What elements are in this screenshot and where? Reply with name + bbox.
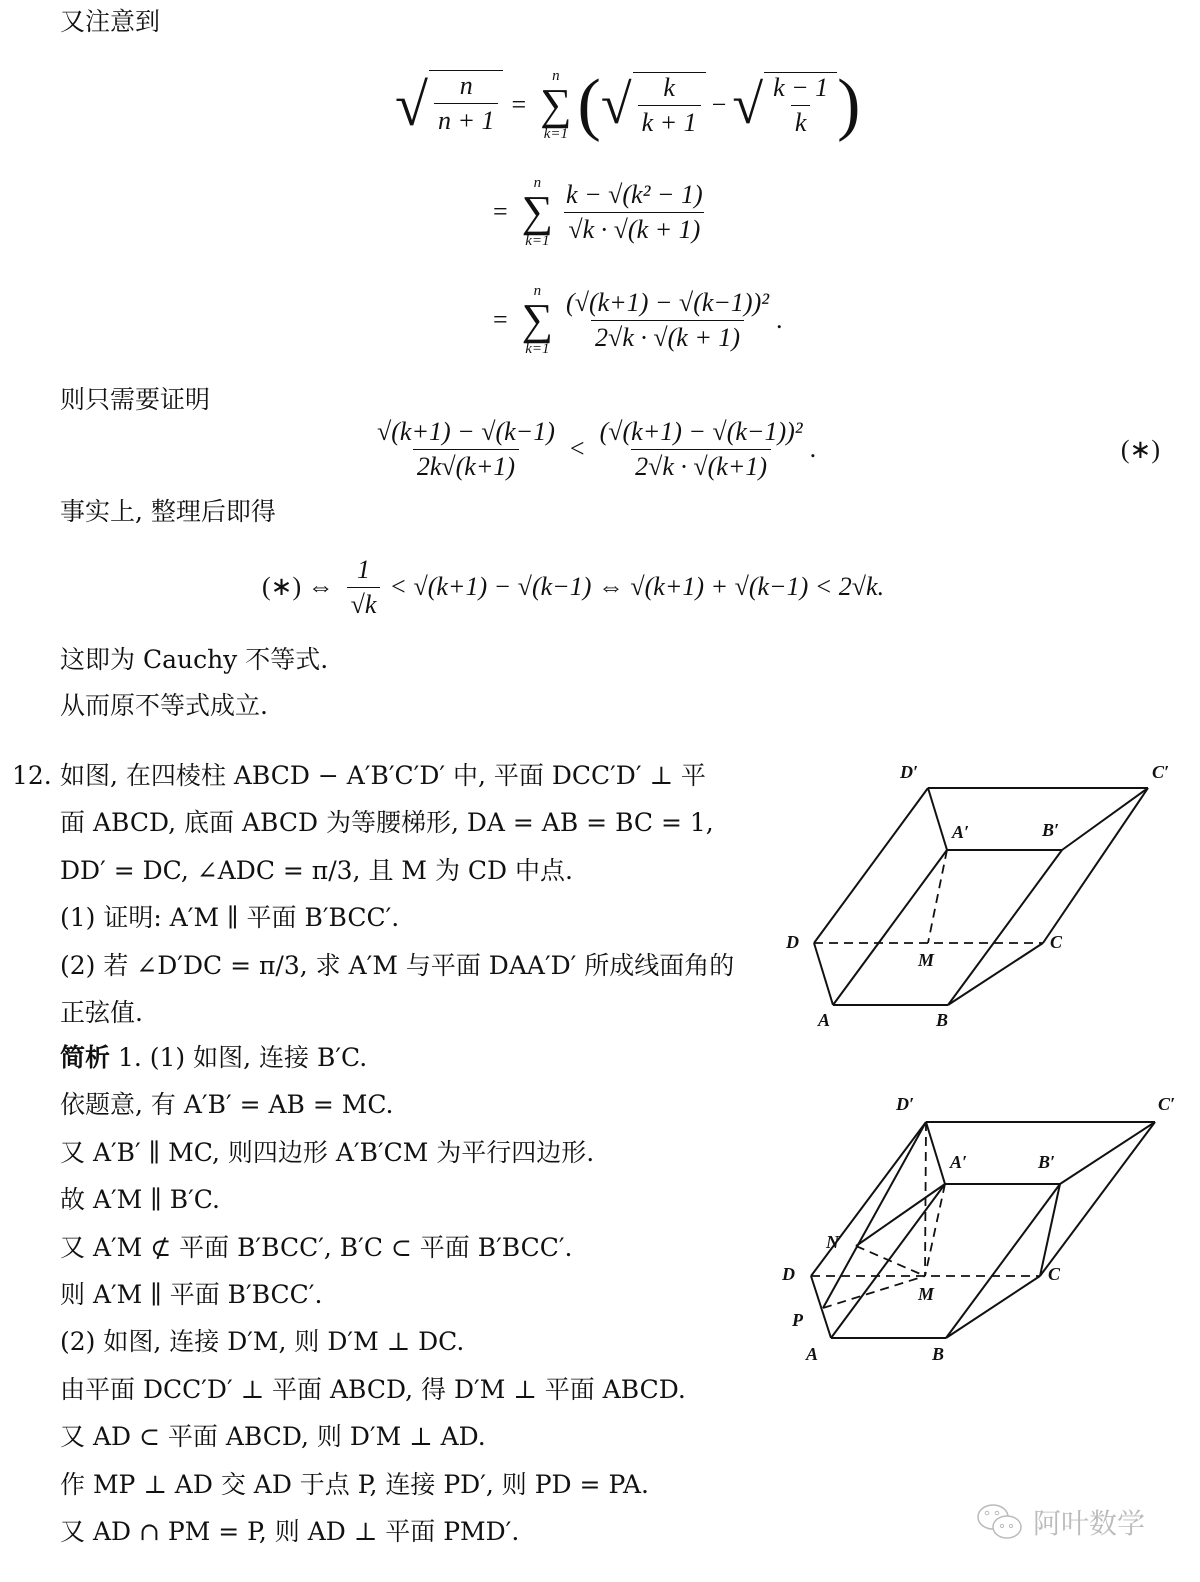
solution-first-line (60, 1042, 367, 1074)
label-D: D (786, 932, 799, 952)
prism-figure-1 (760, 750, 1200, 1030)
watermark (975, 1500, 1145, 1544)
eq3-numerator: (√(k+1) − √(k−1))² (566, 287, 770, 317)
prism-figure-2 (760, 1080, 1200, 1360)
solution-heading: 简析 (60, 1043, 111, 1072)
in-fact-line: 事实上, 整理后即得 (60, 497, 276, 526)
label-C: C (1048, 1264, 1061, 1284)
label-P: P (792, 1310, 803, 1330)
label-Dp: D′ (896, 1094, 915, 1114)
label-Cp: C′ (1152, 762, 1170, 782)
label-Bp: B′ (1042, 820, 1060, 840)
equivalence-line: (∗) ⇔ $\frac{1}{√k}$ < √(k+1) − √(k−1) ⇔ √(k+1) + √(k−1) < 2√k. (262, 554, 885, 619)
label-Ap: A′ (952, 822, 970, 842)
sqrt-lhs: √ $\frac{n}{n + 1}$ (395, 70, 503, 140)
star-inequality: $\frac{√(k+1) - √(k-1)}{2k√(k+1)}$ < $\frac{\text{(√(k+1) − √(k−1))²}}{2√k \cdot √(k+1)}$ . (370, 414, 816, 484)
label-B: B (932, 1344, 945, 1360)
problem-line: (2) 若 ∠D′DC = π/3, 求 A′M 与平面 DAA′D′ 所成线面角的 (60, 951, 735, 980)
problem-line: 面 ABCD, 底面 ABCD 为等腰梯形, DA = AB = BC = 1, (60, 808, 714, 837)
label-Bp: B′ (1038, 1152, 1056, 1172)
solution-line: 由平面 DCC′D′ ⊥ 平面 ABCD, 得 D′M ⊥ 平面 ABCD. (60, 1375, 686, 1404)
eq2-numerator: k − √(k² − 1) (566, 179, 703, 209)
label-M: M (918, 950, 935, 970)
label-N: N (826, 1232, 839, 1252)
equiv-rest: < √(k+1) − √(k−1) ⇔ √(k+1) + √(k−1) < 2√k. (389, 572, 885, 601)
eq3-denominator: 2√k · √(k + 1) (591, 320, 744, 353)
wechat-icon (975, 1500, 1025, 1544)
eq2-denominator: √k · √(k + 1) (564, 212, 704, 245)
term1-den: k + 1 (638, 105, 701, 138)
label-D: D (782, 1264, 795, 1284)
solution-line: 1. (1) 如图, 连接 B′C. (117, 1043, 368, 1072)
lhs-numerator: n (459, 71, 473, 100)
term1-num: k (663, 73, 675, 102)
label-C: C (1050, 932, 1063, 952)
label-Ap: A′ (950, 1152, 968, 1172)
solution-line: 故 A′M ∥ B′C. (60, 1185, 220, 1214)
label-A: A (818, 1010, 831, 1030)
problem-line: 如图, 在四棱柱 ABCD − A′B′C′D′ 中, 平面 DCC′D′ ⊥ 平 (60, 761, 706, 790)
star-rhs-num: (√(k+1) − √(k−1))² (599, 416, 803, 446)
problem-line: DD′ = DC, ∠ADC = π/3, 且 M 为 CD 中点. (60, 856, 573, 885)
conclusion-line: 从而原不等式成立. (60, 691, 268, 720)
problem-line: (1) 证明: A′M ∥ 平面 B′BCC′. (60, 903, 400, 932)
problem-line: 正弦值. (60, 998, 143, 1027)
equiv-num: 1 (357, 554, 371, 584)
equation-line-3: = n ∑ k=1 $\frac{\text{(√(k+1) − √(k−1))²}}{2√k \cdot √(k + 1)}$ . (493, 283, 783, 357)
lhs-denominator: n + 1 (434, 103, 499, 136)
cauchy-line: 这即为 Cauchy 不等式. (60, 645, 329, 674)
label-B: B (936, 1010, 949, 1030)
star-rhs-den: 2√k · √(k+1) (631, 449, 771, 482)
equation-line-1: √ $\frac{n}{n + 1}$ = n ∑ k=1 ( √ $\frac{k}{k + 1}$ − √ $\frac{k - 1}{k}$ ) (395, 66, 861, 143)
term2-num: k − 1 (773, 73, 829, 102)
summation: n ∑ k=1 (540, 68, 572, 142)
label-M: M (918, 1284, 935, 1304)
solution-line: 又 AD ∩ PM = P, 则 AD ⊥ 平面 PMD′. (60, 1517, 520, 1546)
equation-line-2: = n ∑ k=1 $\frac{\text{k − √(k² − 1)}}{√k \cdot √(k + 1)}$ (493, 172, 710, 252)
label-Cp: C′ (1158, 1094, 1176, 1114)
watermark-text: 阿叶数学 (1033, 1507, 1146, 1540)
solution-line: 则 A′M ∥ 平面 B′BCC′. (60, 1280, 323, 1309)
solution-line: (2) 如图, 连接 D′M, 则 D′M ⊥ DC. (60, 1327, 465, 1356)
star-lhs-den: 2k√(k+1) (413, 449, 519, 482)
label-Dp: D′ (900, 762, 919, 782)
need-prove-line: 则只需要证明 (60, 385, 211, 414)
note-line: 又注意到 (60, 7, 161, 36)
term2-den: k (791, 105, 811, 138)
solution-line: 依题意, 有 A′B′ = AB = MC. (60, 1090, 394, 1119)
star-lhs-num: √(k+1) − √(k−1) (377, 416, 555, 446)
label-A: A (806, 1344, 819, 1360)
solution-line: 作 MP ⊥ AD 交 AD 于点 P, 连接 PD′, 则 PD = PA. (60, 1470, 649, 1499)
solution-line: 又 AD ⊂ 平面 ABCD, 则 D′M ⊥ AD. (60, 1422, 486, 1451)
equation-tag: (∗) (1120, 435, 1160, 464)
solution-line: 又 A′B′ ∥ MC, 则四边形 A′B′CM 为平行四边形. (60, 1138, 595, 1167)
solution-line: 又 A′M ⊄ 平面 B′BCC′, B′C ⊂ 平面 B′BCC′. (60, 1233, 573, 1262)
equiv-den: √k (347, 587, 381, 620)
problem-number: 12. (12, 761, 52, 790)
